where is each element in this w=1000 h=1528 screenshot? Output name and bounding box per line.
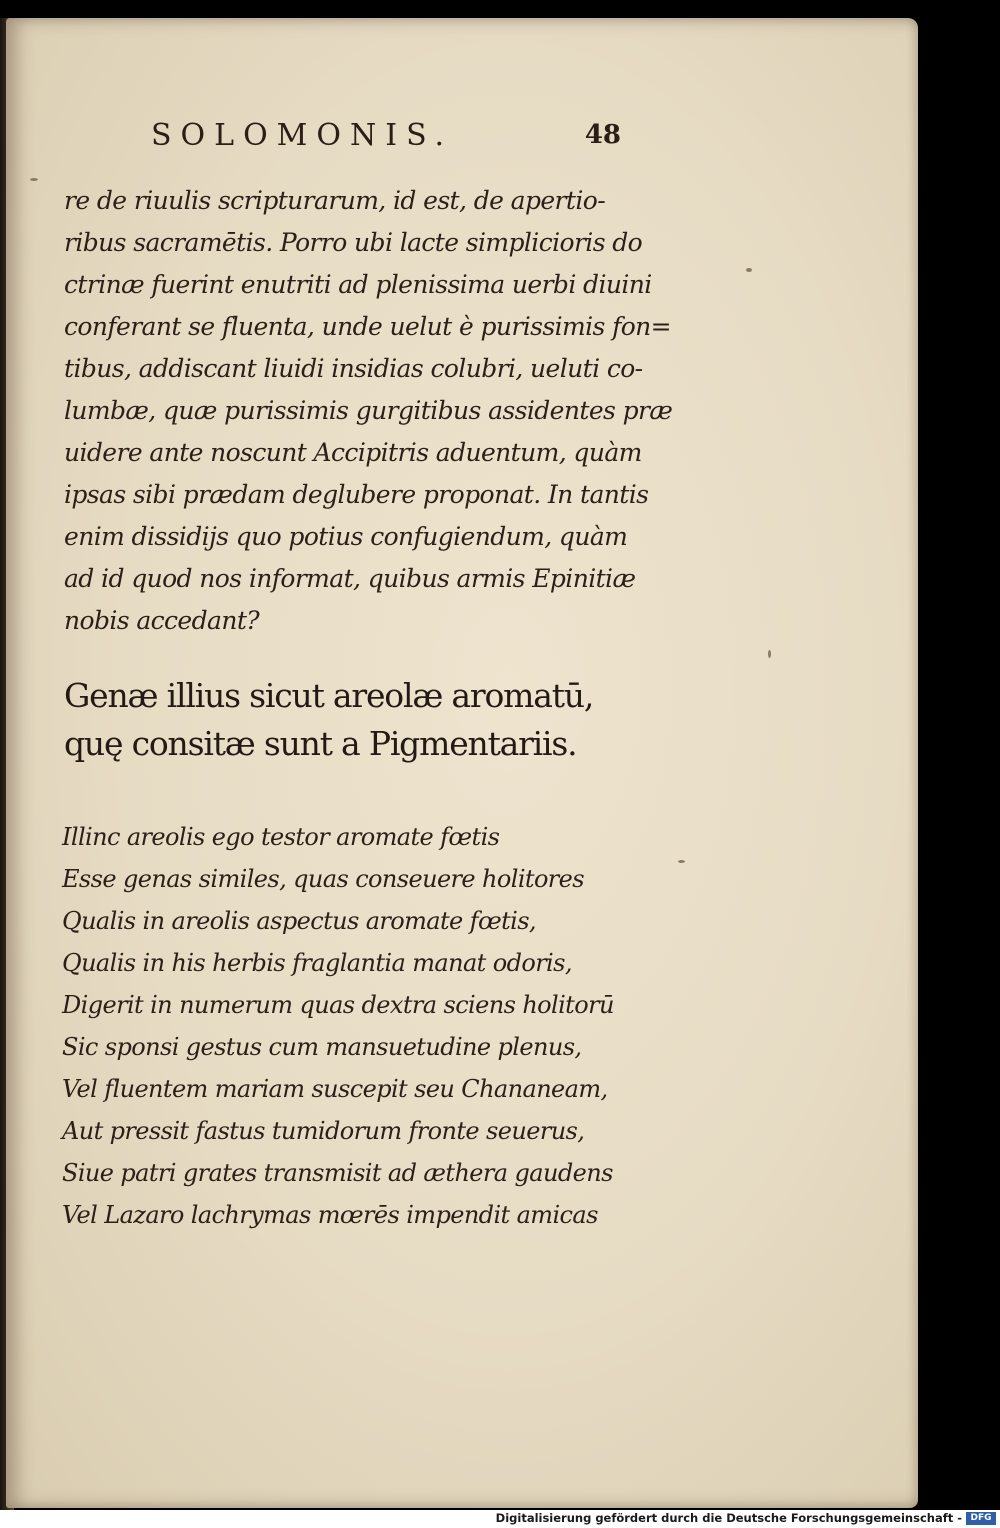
verse-line: Illinc areolis ego testor aromate fœtis bbox=[62, 823, 500, 851]
text-line: tibus, addiscant liuidi insidias colubri, ueluti co- bbox=[64, 354, 643, 383]
commentary-paragraph bbox=[64, 180, 673, 642]
verse-line: Vel fluentem mariam suscepit seu Chananeam, bbox=[62, 1075, 608, 1103]
verse-line: Esse genas similes, quas conseuere holitores bbox=[62, 865, 584, 893]
text-line: ctrinæ fuerint enutriti ad plenissima uerbi diuini bbox=[64, 270, 652, 299]
paper-speck bbox=[746, 268, 752, 272]
verse-line: Siue patri grates transmisit ad æthera gaudens bbox=[62, 1159, 613, 1187]
text-line: nobis accedant? bbox=[64, 606, 260, 635]
running-head bbox=[151, 118, 621, 158]
text-line: ribus sacramētis. Porro ubi lacte simplicioris do bbox=[64, 228, 643, 257]
running-head-title: SOLOMONIS. bbox=[151, 118, 454, 153]
digitization-footer bbox=[0, 1510, 1000, 1528]
text-line: enim dissidijs quo potius confugiendum, quàm bbox=[64, 522, 628, 551]
text-line: ipsas sibi prædam deglubere proponat. In tantis bbox=[64, 480, 649, 509]
heading-line: Genæ illius sicut areolæ aromatū, bbox=[64, 676, 594, 715]
text-line: uidere ante noscunt Accipitris aduentum, quàm bbox=[64, 438, 642, 467]
dfg-logo-icon[interactable]: DFG bbox=[966, 1512, 996, 1525]
text-line: re de riuulis scripturarum, id est, de apertio- bbox=[64, 186, 606, 215]
verse-line: Digerit in numerum quas dextra sciens holitorū bbox=[62, 991, 614, 1019]
verse-heading bbox=[64, 672, 664, 768]
verse-line: Qualis in his herbis fraglantia manat odoris, bbox=[62, 949, 572, 977]
text-line: conferant se fluenta, unde uelut è purissimis fon= bbox=[64, 312, 672, 341]
paper-speck bbox=[678, 860, 685, 863]
funding-notice: Digitalisierung gefördert durch die Deutsche Forschungsgemeinschaft - bbox=[495, 1511, 962, 1525]
heading-line: quę consitæ sunt a Pigmentariis. bbox=[64, 724, 577, 763]
page-number: 48 bbox=[584, 120, 621, 150]
text-line: ad id quod nos informat, quibus armis Epinitiæ bbox=[64, 564, 636, 593]
verse-line: Vel Lazaro lachrymas mœrēs impendit amicas bbox=[62, 1201, 598, 1229]
poem bbox=[62, 816, 662, 1236]
verse-line: Sic sponsi gestus cum mansuetudine plenus, bbox=[62, 1033, 582, 1061]
book-page bbox=[6, 18, 918, 1508]
verse-line: Aut pressit fastus tumidorum fronte seuerus, bbox=[62, 1117, 585, 1145]
paper-speck bbox=[30, 178, 38, 181]
text-line: lumbæ, quæ purissimis gurgitibus assidentes præ bbox=[64, 396, 673, 425]
paper-speck bbox=[768, 650, 771, 658]
verse-line: Qualis in areolis aspectus aromate fœtis, bbox=[62, 907, 536, 935]
